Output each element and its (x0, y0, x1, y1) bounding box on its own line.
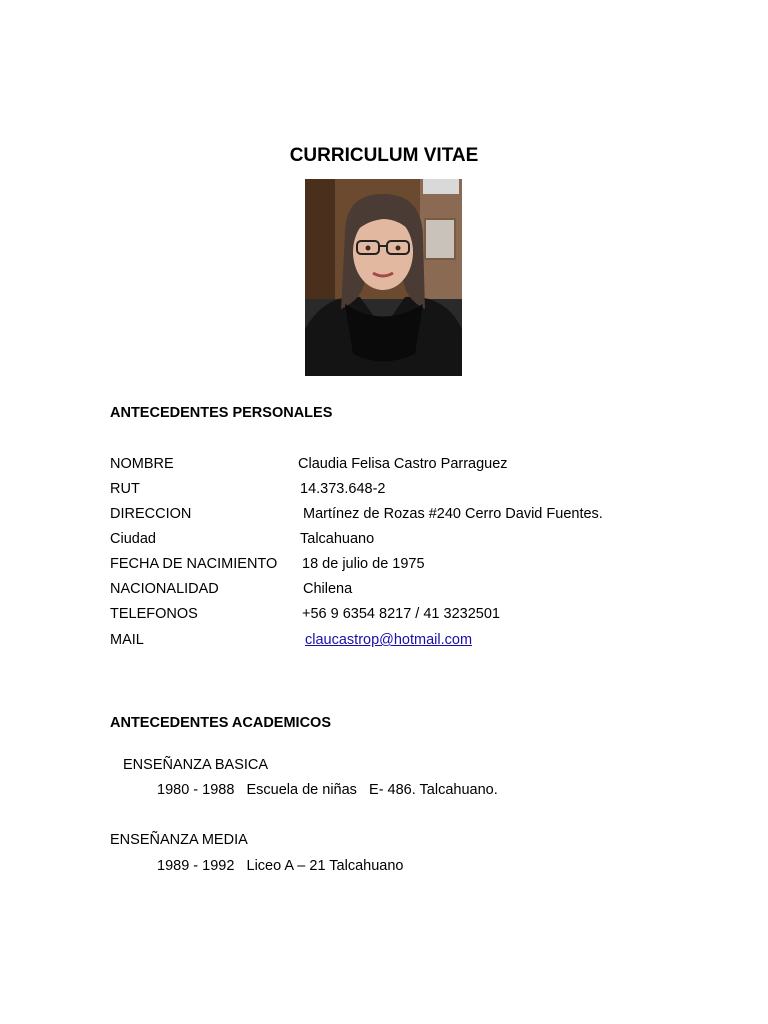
academic-section-heading: ANTECEDENTES ACADEMICOS (110, 715, 332, 731)
profile-photo (305, 179, 462, 376)
media-label: ENSEÑANZA MEDIA (110, 832, 248, 848)
basica-label: ENSEÑANZA BASICA (123, 757, 269, 773)
basica-years: 1980 - 1988 (157, 782, 235, 798)
field-label: Ciudad (110, 531, 156, 547)
field-label: NOMBRE (110, 456, 174, 472)
field-value: 18 de julio de 1975 (302, 556, 425, 572)
field-label: FECHA DE NACIMIENTO (110, 556, 278, 572)
field-value: Martínez de Rozas #240 Cerro David Fuentes. (303, 506, 603, 522)
field-value: Talcahuano (300, 531, 375, 547)
media-school: Liceo A – 21 Talcahuano (246, 858, 404, 874)
media-entry (157, 858, 403, 874)
personal-section-heading: ANTECEDENTES PERSONALES (110, 405, 333, 421)
field-value: 14.373.648-2 (300, 481, 386, 497)
basica-entry (157, 782, 498, 798)
media-years: 1989 - 1992 (157, 858, 235, 874)
field-label: TELEFONOS (110, 606, 198, 622)
email-link[interactable]: claucastrop@hotmail.com (305, 632, 473, 648)
field-value: Chilena (303, 581, 353, 597)
field-value: Claudia Felisa Castro Parraguez (298, 456, 508, 472)
page-title: CURRICULUM VITAE (289, 145, 479, 166)
field-label: RUT (110, 481, 140, 497)
field-value: +56 9 6354 8217 / 41 3232501 (302, 606, 500, 622)
basica-school: Escuela de niñas E- 486. Talcahuano. (246, 782, 498, 798)
field-label: DIRECCION (110, 506, 192, 522)
portrait-image (305, 179, 462, 376)
field-label: MAIL (110, 632, 144, 648)
field-label: NACIONALIDAD (110, 581, 219, 597)
